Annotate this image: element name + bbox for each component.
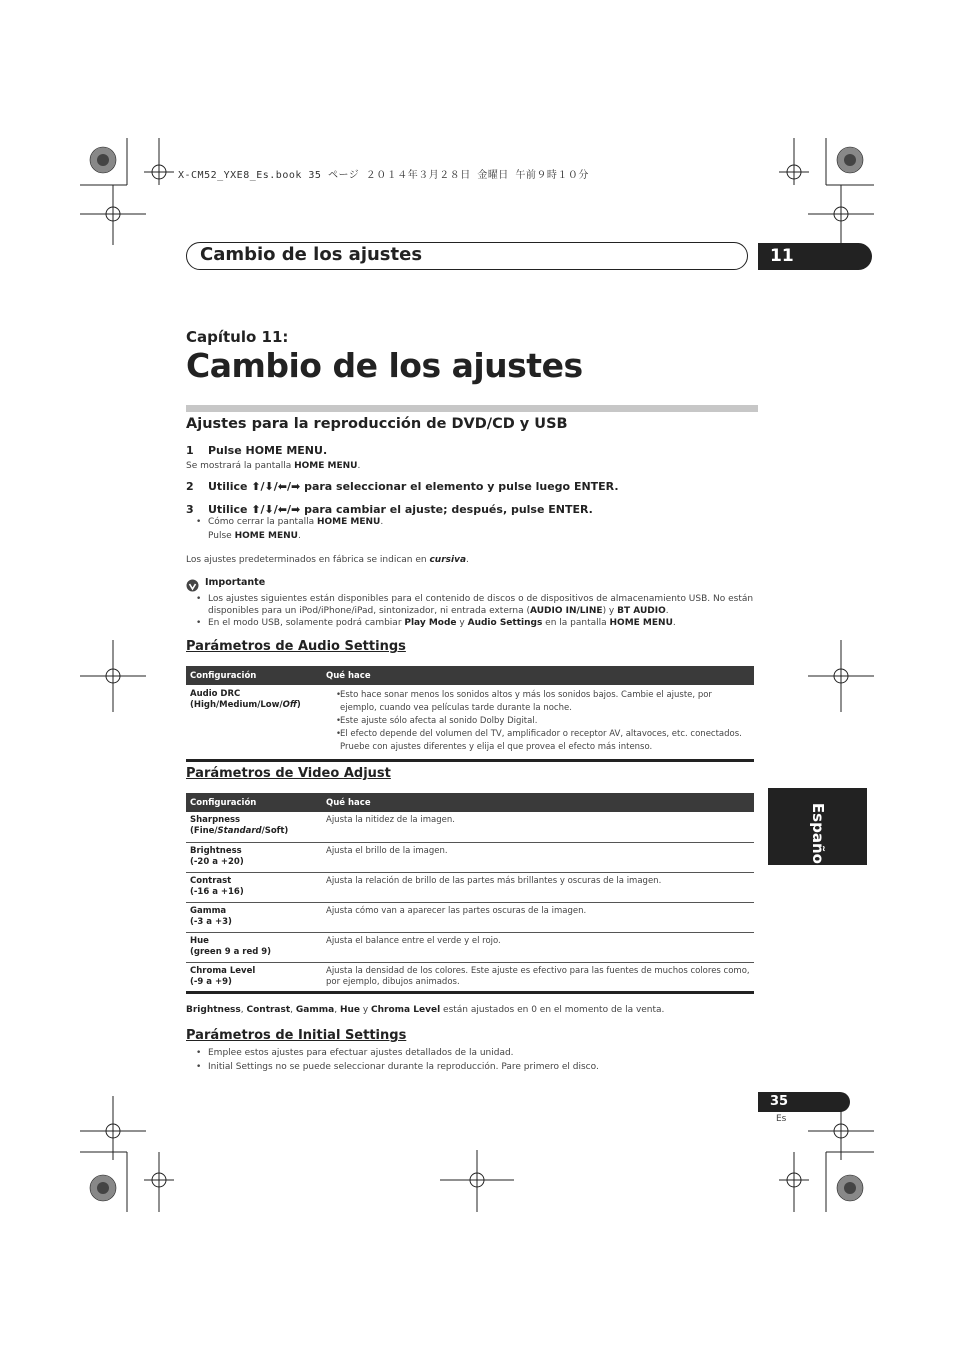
setting-name: Contrast (-16 a +16) xyxy=(186,872,322,902)
print-job-line: X-CM52_YXE8_Es.book 35 ページ ２０１４年３月２８日 金曜日 午前９時１０分 xyxy=(178,170,589,181)
table-row xyxy=(186,685,754,761)
setting-description: Ajusta el balance entre el verde y el rojo. xyxy=(322,932,754,962)
list-item: • Este ajuste sólo afecta al sonido Dolby Digital. xyxy=(326,715,750,728)
section-heading: Ajustes para la reproducción de DVD/CD y USB xyxy=(186,416,568,432)
page-title: Cambio de los ajustes xyxy=(186,346,583,385)
note-text: Se mostrará la pantalla xyxy=(186,461,295,471)
table-row xyxy=(186,902,754,932)
initial-settings-heading: Parámetros de Initial Settings xyxy=(186,1028,407,1043)
audio-settings-heading: Parámetros de Audio Settings xyxy=(186,639,406,654)
column-header: Qué hace xyxy=(322,793,754,812)
table-header-row xyxy=(186,666,754,685)
audio-settings-table xyxy=(186,666,754,762)
setting-name: Gamma (-3 a +3) xyxy=(186,902,322,932)
step-2 xyxy=(186,480,619,493)
step-number: 3 xyxy=(186,503,194,516)
setting-description xyxy=(322,685,754,761)
table-row xyxy=(186,962,754,992)
setting-description: Ajusta la nitidez de la imagen. xyxy=(322,812,754,842)
table-row xyxy=(186,812,754,842)
page-language: Es xyxy=(776,1114,787,1124)
note-text: . xyxy=(357,461,361,471)
setting-description: Ajusta el brillo de la imagen. xyxy=(322,842,754,872)
chapter-number-tab: 11 xyxy=(758,243,872,270)
setting-name: Chroma Level (-9 a +9) xyxy=(186,962,322,992)
setting-name: Hue (green 9 a red 9) xyxy=(186,932,322,962)
list-item: • Los ajustes siguientes están disponibles para el contenido de discos o de dispositivos de almacenamiento USB. No están disponibles para un iPod/iPhone/iPad, sintonizador, ni entrada externa (AUDIO IN/LINE) y BT AUDIO. xyxy=(186,593,758,617)
setting-name: Sharpness (Fine/Standard/Soft) xyxy=(186,812,322,842)
list-item: • Cómo cerrar la pantalla HOME MENU. xyxy=(186,516,746,528)
running-header-title: Cambio de los ajustes xyxy=(200,244,423,265)
language-tab-label: Español xyxy=(809,802,827,870)
section-rule xyxy=(186,405,758,412)
chapter-label: Capítulo 11: xyxy=(186,328,289,346)
page-number: 35 xyxy=(758,1092,850,1112)
step-number: 1 xyxy=(186,444,194,457)
table-row xyxy=(186,872,754,902)
defaults-note: Los ajustes predeterminados en fábrica se indican en cursiva. xyxy=(186,555,469,565)
note-bold: HOME MENU xyxy=(294,461,358,471)
table-header-row xyxy=(186,793,754,812)
column-header: Configuración xyxy=(186,666,322,685)
setting-name: Audio DRC (High/Medium/Low/Off) xyxy=(186,685,322,761)
setting-description: Ajusta la relación de brillo de las partes más brillantes y oscuras de la imagen. xyxy=(322,872,754,902)
step-text: Pulse HOME MENU. xyxy=(208,444,328,457)
important-list xyxy=(186,593,758,629)
table-row xyxy=(186,842,754,872)
arrow-keys-icon: ⬆/⬇/⬅/➡ xyxy=(251,503,301,516)
arrow-keys-icon: ⬆/⬇/⬅/➡ xyxy=(251,480,301,493)
video-defaults-note: Brightness, Contrast, Gamma, Hue y Chroma Level están ajustados en 0 en el momento de la venta. xyxy=(186,1005,665,1015)
step-3 xyxy=(186,503,593,516)
column-header: Qué hace xyxy=(322,666,754,685)
list-item: • Initial Settings no se puede seleccionar durante la reproducción. Pare primero el disco. xyxy=(186,1060,758,1074)
step-1 xyxy=(186,444,327,457)
step-1-note xyxy=(186,461,360,471)
setting-description: Ajusta la densidad de los colores. Este ajuste es efectivo para las fuentes de muchos colores como, por ejemplo, dibujos animados. xyxy=(322,962,754,992)
list-item: • Esto hace sonar menos los sonidos altos y más los sonidos bajos. Cambie el ajuste, por ejemplo, cuando vea películas tarde durante la noche. xyxy=(326,689,750,715)
step-text: Utilice xyxy=(208,503,252,516)
list-item: • El efecto depende del volumen del TV, amplificador o receptor AV, altavoces, etc. conectados. Pruebe con ajustes diferentes y elija el que provea el efecto más intenso. xyxy=(326,728,750,754)
step-text: Utilice xyxy=(208,480,252,493)
list-item-continuation: Pulse HOME MENU. xyxy=(208,531,301,541)
table-row xyxy=(186,932,754,962)
setting-name: Brightness (-20 a +20) xyxy=(186,842,322,872)
step-text: para cambiar el ajuste; después, pulse ENTER. xyxy=(300,503,593,516)
list-item: • Emplee estos ajustes para efectuar ajustes detallados de la unidad. xyxy=(186,1046,758,1060)
step-3-notes xyxy=(186,516,746,542)
setting-description: Ajusta cómo van a aparecer las partes oscuras de la imagen. xyxy=(322,902,754,932)
list-item: • En el modo USB, solamente podrá cambiar Play Mode y Audio Settings en la pantalla HOME MENU. xyxy=(186,617,758,629)
column-header: Configuración xyxy=(186,793,322,812)
video-adjust-heading: Parámetros de Video Adjust xyxy=(186,766,391,781)
step-text: para seleccionar el elemento y pulse luego ENTER. xyxy=(300,480,619,493)
video-adjust-table xyxy=(186,793,754,994)
step-number: 2 xyxy=(186,480,194,493)
important-title: Importante xyxy=(205,577,266,588)
initial-settings-list xyxy=(186,1046,758,1074)
